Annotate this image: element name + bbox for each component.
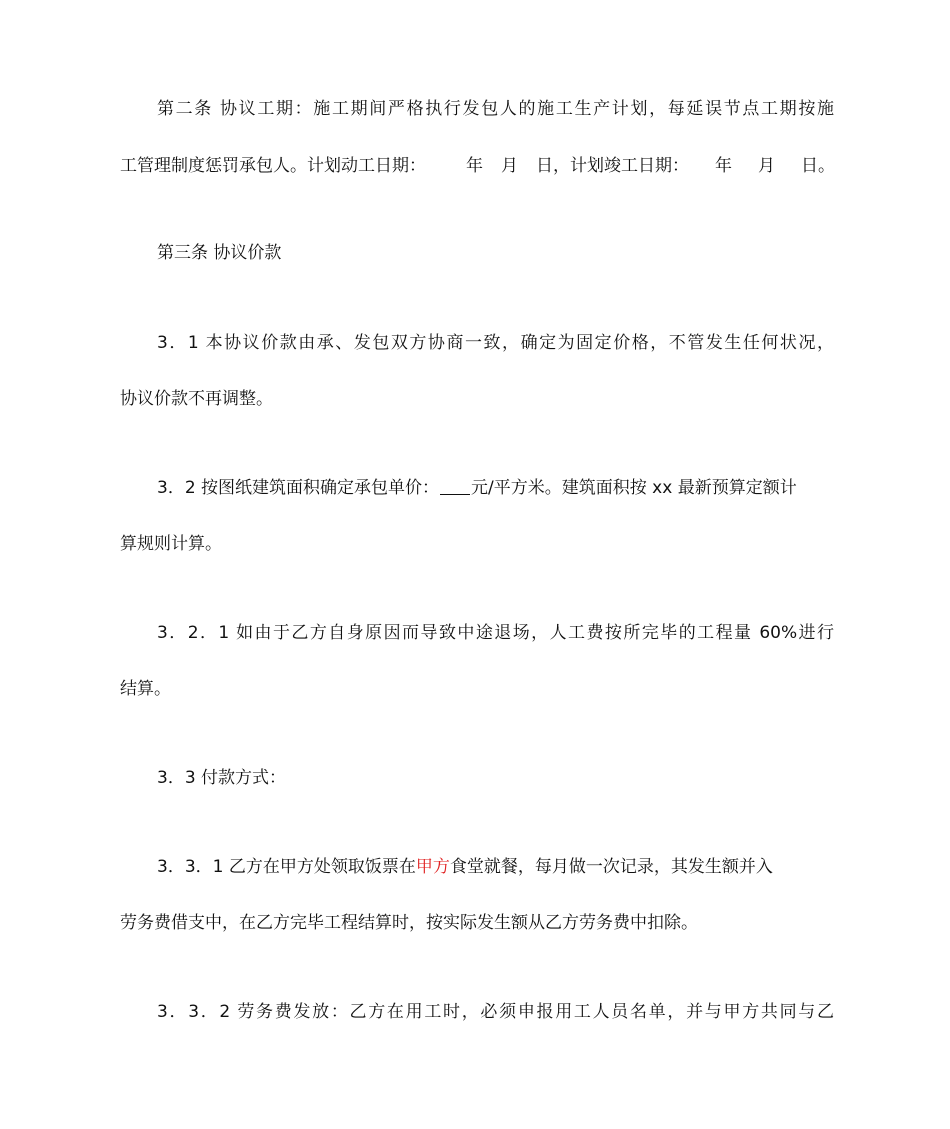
start-month-label: 月 — [501, 156, 518, 176]
finish-day-label: 日。 — [801, 156, 835, 176]
start-year-label: 年 — [466, 156, 483, 176]
finish-year-label: 年 — [715, 156, 732, 176]
clause-3-2-line1 — [157, 477, 834, 499]
clause-3-2-1-line2: 结算。 — [120, 679, 171, 699]
clause-3-3-1-highlight: 甲方 — [415, 857, 450, 877]
clause-3-2-text-b: 元/平方米。建筑面积按 xx 最新预算定额计 — [471, 478, 797, 498]
clause-3-2-text-a: 3．2 按图纸建筑面积确定承包单价： — [157, 478, 440, 498]
start-day-label: 日，计划竣工日期： — [536, 156, 689, 176]
unit-price-blank — [440, 478, 470, 495]
article3-heading: 第三条 协议价款 — [157, 243, 282, 263]
finish-month-label: 月 — [758, 156, 775, 176]
clause-3-3-1-text-b: 食堂就餐，每月做一次记录，其发生额并入 — [449, 857, 773, 877]
clause-3-3-1-line2: 劳务费借支中，在乙方完毕工程结算时，按实际发生额从乙方劳务费中扣除。 — [120, 913, 698, 933]
clause-3-1-line2: 协议价款不再调整。 — [120, 389, 273, 409]
article2-line2 — [120, 155, 834, 177]
clause-3-2-1-line1: 3．2．1 如由于乙方自身原因而导致中途退场，人工费按所完毕的工程量 60%进行 — [157, 623, 834, 643]
article2-line2-text: 工管理制度惩罚承包人。计划动工日期： — [120, 156, 426, 176]
article2-line1: 第二条 协议工期：施工期间严格执行发包人的施工生产计划，每延误节点工期按施 — [157, 99, 834, 119]
clause-3-3-1-text-a: 3．3．1 乙方在甲方处领取饭票在 — [157, 857, 416, 877]
clause-3-2-line2: 算规则计算。 — [120, 534, 222, 554]
clause-3-3-2-line1: 3．3．2 劳务费发放：乙方在用工时，必须申报用工人员名单，并与甲方共同与乙 — [157, 1002, 834, 1022]
clause-3-3-1-line1 — [157, 856, 834, 878]
clause-3-3-heading: 3．3 付款方式： — [157, 768, 287, 788]
clause-3-1-line1: 3．1 本协议价款由承、发包双方协商一致，确定为固定价格，不管发生任何状况， — [157, 333, 834, 353]
